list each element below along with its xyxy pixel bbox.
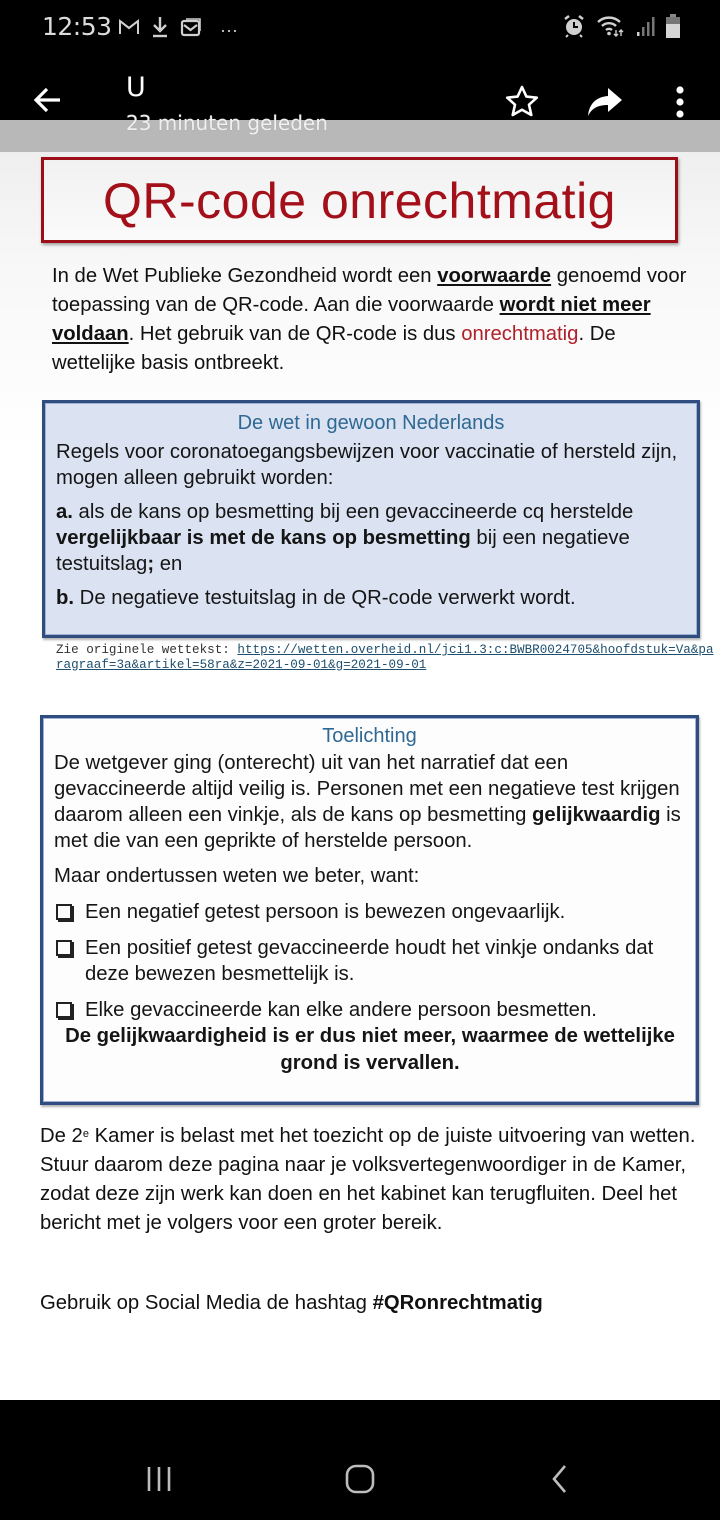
condition-a-label: a. (56, 501, 73, 523)
gmail-icon (118, 18, 140, 41)
source-label: Zie originele wettekst: (56, 643, 238, 657)
system-icons (562, 14, 680, 43)
checkbox-icon (56, 904, 72, 920)
signal-icon (636, 15, 656, 42)
intro-red-word: onrechtmatig (461, 323, 579, 345)
conclusion: De gelijkwaardigheid is er dus niet meer, waarmee de wettelijke grond is vervallen. (65, 1025, 675, 1074)
hashtag-text: Gebruik op Social Media de hashtag (40, 1292, 373, 1314)
sender-name: U (126, 72, 146, 103)
nav-back-button[interactable] (550, 1464, 570, 1494)
condition-a-text: en (154, 553, 183, 575)
forward-icon (586, 84, 626, 120)
hashtag-line (40, 1292, 543, 1315)
condition-b-text: De negatieve testuitslag in de QR-code verwerkt wordt. (74, 587, 576, 609)
home-icon (345, 1464, 375, 1494)
source-reference (56, 643, 716, 672)
recent-apps-button[interactable] (146, 1466, 172, 1492)
notification-icons (118, 16, 238, 43)
status-time: 12:53 (42, 12, 112, 41)
star-button[interactable] (504, 84, 540, 120)
intro-text: genoemd voor toepassing van de QR-code. Aan die voorwaarde (52, 265, 687, 316)
intro-text: . Het gebruik van de QR-code is dus (128, 323, 462, 345)
condition-a-semicolon: ; (147, 553, 155, 575)
list-item-text: Een negatief getest persoon is bewezen ongevaarlijk. (85, 901, 566, 923)
condition-a-text: bij een negatieve testuitslag (56, 527, 630, 575)
outro-text: De 2 (40, 1125, 83, 1147)
download-icon (150, 16, 170, 43)
forward-button[interactable] (586, 84, 626, 120)
intro-paragraph (52, 262, 702, 378)
list-item (54, 935, 686, 987)
outro-text: Kamer is belast met het toezicht op de juiste uitvoering van wetten. Stuur daarom deze pagina naar je volksvertegenwoordiger in de Kamer, zodat deze zijn werk kan doen en het kabinet kan terugfluiten. Deel het bericht met je volgers voor een groter bereik. (40, 1125, 696, 1234)
message-icon (180, 17, 202, 42)
explanation-text: is met die van een geprikte of herstelde persoon. (54, 804, 681, 852)
page-title: QR-code onrechtmatig (102, 173, 616, 229)
more-notifications-icon: ··· (220, 19, 238, 40)
outro-paragraph (40, 1122, 700, 1238)
email-timestamp: 23 minuten geleden (126, 111, 328, 135)
intro-text: . De wettelijke basis ontbreekt. (52, 323, 616, 374)
checkbox-icon (56, 1002, 72, 1018)
condition-a-bold: vergelijkbaar is met de kans op besmetting (56, 527, 471, 549)
list-item-text: Een positief getest gevaccineerde houdt het vinkje ondanks dat deze bewezen besmettelijk is. (85, 937, 654, 985)
checkbox-icon (56, 940, 72, 956)
law-condition-a (56, 499, 687, 577)
more-options-button[interactable] (668, 84, 692, 120)
explanation-bold: gelijkwaardig (532, 804, 661, 826)
law-intro: Regels voor coronatoegangsbewijzen voor vaccinatie of hersteld zijn, mogen alleen gebruikt worden: (56, 441, 678, 489)
title-box (41, 157, 678, 243)
recent-apps-icon (146, 1466, 172, 1492)
alarm-icon (562, 14, 586, 43)
star-icon (504, 84, 540, 120)
explanation-paragraph (54, 750, 686, 854)
intro-text: In de Wet Publieke Gezondheid wordt een (52, 265, 438, 287)
back-button[interactable] (30, 82, 66, 118)
intro-bold-voorwaarde: voorwaarde (437, 265, 552, 287)
explanation-heading: Toelichting (322, 725, 417, 747)
explanation-lead: Maar ondertussen weten we beter, want: (54, 865, 420, 887)
outro-superscript: e (82, 1128, 89, 1140)
chevron-left-icon (550, 1464, 570, 1494)
source-link[interactable]: https://wetten.overheid.nl/jci1.3:c:BWBR0024705&hoofdstuk=Va&paragraaf=3a&artikel=58ra&z=2021-09-01&g=2021-09-01 (56, 643, 714, 672)
hashtag: #QRonrechtmatig (372, 1292, 543, 1314)
more-vertical-icon (668, 84, 692, 120)
email-image-content (0, 152, 720, 1400)
status-bar (0, 0, 720, 56)
law-condition-b (56, 585, 687, 611)
wifi-icon (596, 14, 626, 43)
law-box-heading: De wet in gewoon Nederlands (237, 412, 505, 434)
condition-b-label: b. (56, 587, 75, 609)
explanation-text: De wetgever ging (onterecht) uit van het narratief dat een gevaccineerde altijd veilig is. Personen met een negatieve test krijgen daarom alleen een vinkje, als de kans op besmetting (54, 752, 680, 826)
intro-bold-not-met: wordt niet meer voldaan (52, 294, 651, 345)
explanation-box (40, 715, 699, 1105)
home-button[interactable] (345, 1464, 375, 1494)
battery-icon (666, 14, 680, 43)
arrow-left-icon (30, 82, 66, 118)
list-item-text: Elke gevaccineerde kan elke andere persoon besmetten. (85, 999, 597, 1021)
list-item (54, 899, 686, 925)
list-item (54, 997, 686, 1023)
law-plain-language-box (42, 400, 700, 638)
condition-a-text: als de kans op besmetting bij een gevaccineerde cq herstelde (72, 501, 634, 523)
email-app-bar (0, 56, 720, 120)
system-nav-bar (0, 1400, 720, 1520)
timestamp-band (0, 120, 720, 152)
